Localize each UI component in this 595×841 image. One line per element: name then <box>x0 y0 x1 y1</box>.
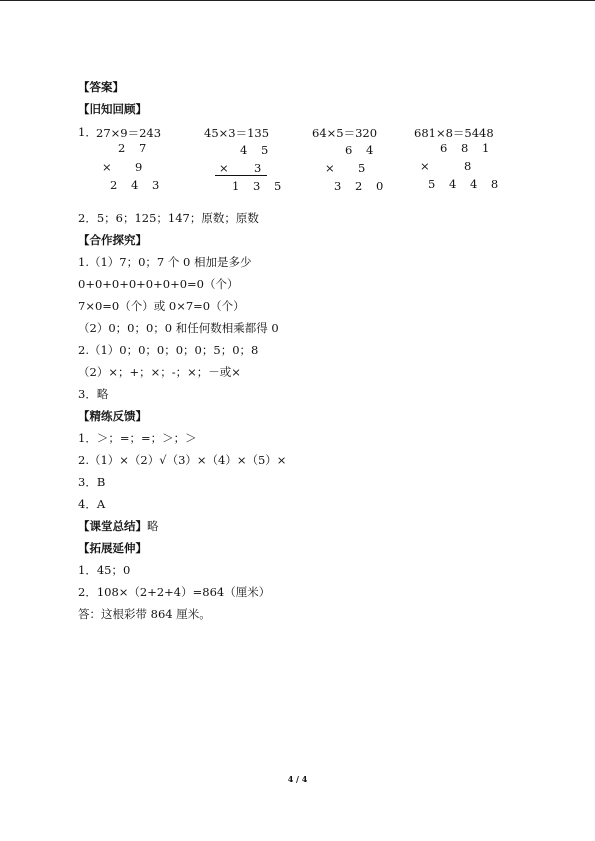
review-q1-label: 1． <box>78 125 97 139</box>
extend-line-3: 答：这根彩带 864 厘米。 <box>78 607 211 621</box>
vertical-3-result: 3 2 0 <box>334 179 389 193</box>
vertical-4-top: 6 8 1 <box>440 141 495 155</box>
practice-line-1: 1．＞；=；=；＞；＞ <box>78 431 197 445</box>
cooperate-line-1: 1.（1）7；0；7 个 0 相加是多少 <box>78 255 252 269</box>
vertical-1-top: 2 7 <box>118 141 152 155</box>
vertical-3-bottom: 5 <box>358 161 371 175</box>
cooperate-line-7: 3．略 <box>78 387 109 401</box>
summary-row <box>78 519 159 533</box>
vertical-2-bottom: 3 <box>254 161 267 175</box>
vertical-4-bottom: 8 <box>464 159 477 173</box>
equation-3: 64×5＝320 <box>312 126 378 140</box>
summary-heading: 【课堂总结】 <box>78 519 147 533</box>
cooperate-line-6: （2）×；+；×；-；×；－或× <box>78 365 241 379</box>
vertical-1-result: 2 4 3 <box>110 178 165 192</box>
vertical-4-result: 5 4 4 8 <box>428 177 504 191</box>
practice-line-2: 2.（1）×（2）√（3）×（4）×（5）× <box>78 453 287 467</box>
cooperate-line-5: 2.（1）0；0；0；0；0；5；0；8 <box>78 343 259 357</box>
practice-heading: 【精练反馈】 <box>78 409 147 423</box>
equation-1: 27×9＝243 <box>96 126 162 140</box>
review-q2: 2．5；6；125；147；原数；原数 <box>78 211 259 225</box>
page-number: 4 / 4 <box>287 774 308 784</box>
answer-heading: 【答案】 <box>78 80 124 94</box>
vertical-2-top: 4 5 <box>240 143 274 157</box>
cooperate-line-3: 7×0=0（个）或 0×7=0（个） <box>78 299 245 313</box>
cooperate-line-2: 0+0+0+0+0+0+0=0（个） <box>78 277 239 291</box>
extend-line-2: 2．108×（2+2+4）=864（厘米） <box>78 585 271 599</box>
extend-line-1: 1．45；0 <box>78 563 131 577</box>
vertical-1-bottom: 9 <box>135 160 148 174</box>
practice-line-3: 3．B <box>78 475 106 489</box>
cooperate-line-4: （2）0；0；0；0 和任何数相乘都得 0 <box>78 321 279 335</box>
equation-2: 45×3＝135 <box>204 126 270 140</box>
review-heading: 【旧知回顾】 <box>78 102 147 116</box>
vertical-4-op: × <box>420 159 430 173</box>
vertical-3-op: × <box>325 161 335 175</box>
vertical-3-top: 6 4 <box>345 143 379 157</box>
cooperate-heading: 【合作探究】 <box>78 233 147 247</box>
vertical-2-op: × <box>219 161 229 175</box>
extend-heading: 【拓展延伸】 <box>78 541 147 555</box>
top-rule <box>0 0 595 1</box>
vertical-2-result: 1 3 5 <box>232 179 287 193</box>
summary-text: 略 <box>147 519 159 533</box>
practice-line-4: 4．A <box>78 497 106 511</box>
vertical-2-rule <box>215 175 267 176</box>
vertical-1-op: × <box>102 160 112 174</box>
equation-4: 681×8＝5448 <box>414 126 494 140</box>
